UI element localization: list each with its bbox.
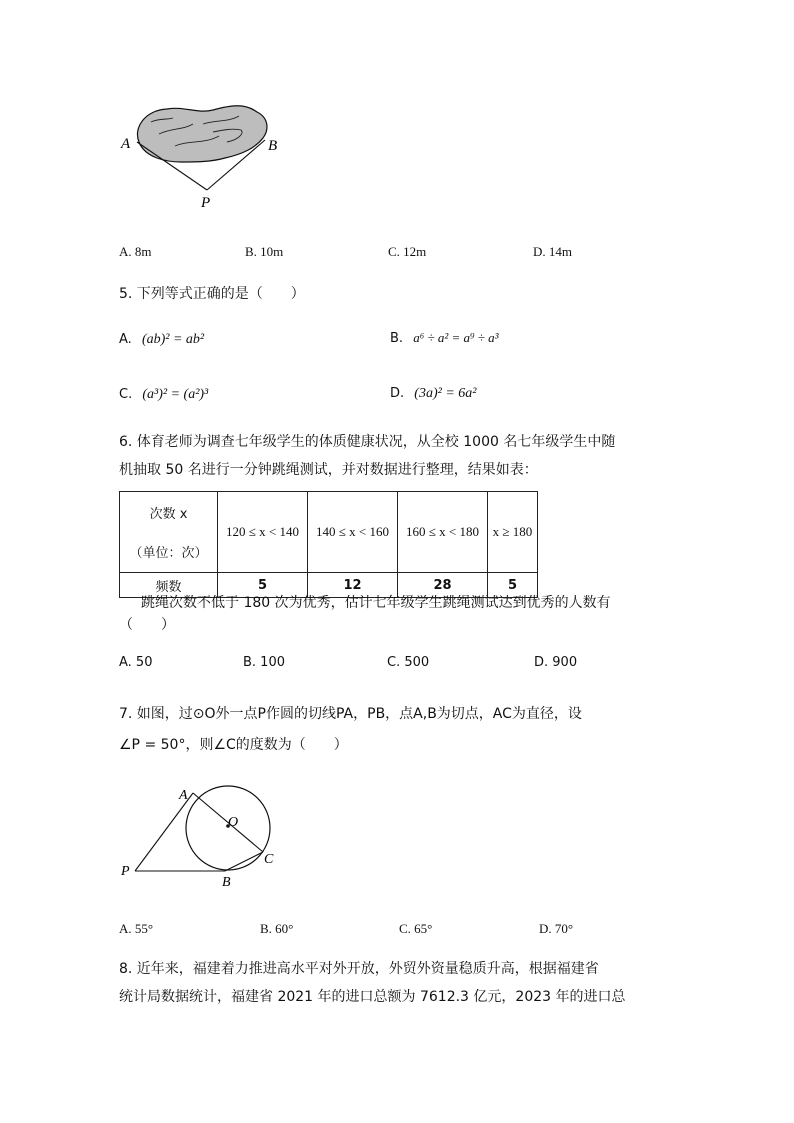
- q5-option-c[interactable]: [119, 387, 208, 403]
- option-expression: (ab)² = ab²: [141, 332, 205, 347]
- q8-line1: 8. 近年来，福建着力推进高水平对外开放，外贸外资量稳质升高，根据福建省: [119, 961, 599, 977]
- table-header-cell: [120, 492, 218, 573]
- row-label-cell: 频数: [120, 573, 218, 598]
- range-cell: 160 ≤ x < 180: [398, 492, 488, 573]
- frequency-table: [119, 491, 538, 598]
- option-expression: (3a)² = 6a²: [414, 386, 477, 401]
- option-label: B.: [390, 331, 404, 346]
- label-p: P: [201, 195, 211, 211]
- label-b: B: [268, 138, 278, 154]
- option-expression: a⁶ ÷ a² = a⁹ ÷ a³: [413, 330, 499, 345]
- table-row: [120, 492, 538, 573]
- q4-option-a[interactable]: A. 8m: [119, 244, 152, 259]
- header-label-2: （单位：次）: [129, 546, 208, 561]
- range-cell: 140 ≤ x < 160: [308, 492, 398, 573]
- lake-figure: [115, 100, 305, 215]
- q5-option-d[interactable]: [390, 386, 476, 402]
- q7-option-b[interactable]: B. 60°: [260, 921, 294, 936]
- q6-option-c[interactable]: C. 500: [387, 655, 430, 670]
- q7-stem-line2: ∠P = 50°，则∠C的度数为（ ）: [119, 737, 348, 753]
- q4-option-b[interactable]: B. 10m: [245, 244, 284, 259]
- q5-option-a[interactable]: [119, 332, 204, 348]
- option-label: D.: [390, 386, 405, 401]
- q7-stem-line1: 7. 如图，过⊙O外一点P作圆的切线PA，PB，点A,B为切点，AC为直径，设: [119, 706, 582, 722]
- label-o: O: [228, 815, 239, 830]
- header-label-1: 次数 x: [149, 507, 188, 522]
- q4-option-d[interactable]: D. 14m: [533, 244, 572, 259]
- q6-after-line2: （ ）: [119, 617, 175, 633]
- lake-shape: [137, 106, 266, 162]
- count-cell: 12: [308, 573, 398, 598]
- range-cell: 120 ≤ x < 140: [218, 492, 308, 573]
- q7-option-a[interactable]: A. 55°: [119, 921, 154, 936]
- label-a: A: [179, 788, 188, 803]
- circle-tangent-figure: [115, 780, 290, 890]
- label-b: B: [222, 875, 231, 890]
- q7-option-d[interactable]: D. 70°: [539, 921, 574, 936]
- option-label: C.: [119, 387, 133, 402]
- tangent-pa: [135, 793, 193, 871]
- q6-option-a[interactable]: A. 50: [119, 655, 153, 670]
- option-label: A.: [119, 332, 132, 347]
- q6-after-line1: 跳绳次数不低于 180 次为优秀，估计七年级学生跳绳测试达到优秀的人数有: [141, 595, 611, 611]
- q5-option-b[interactable]: [390, 330, 499, 346]
- range-cell: x ≥ 180: [488, 492, 538, 573]
- q6-option-d[interactable]: D. 900: [534, 655, 578, 670]
- q8-line2: 统计局数据统计，福建省 2021 年的进口总额为 7612.3 亿元，2023 年的进口总: [119, 989, 626, 1005]
- q6-stem-line2: 机抽取 50 名进行一分钟跳绳测试，并对数据进行整理，结果如表：: [119, 462, 538, 478]
- q6-option-b[interactable]: B. 100: [243, 655, 285, 670]
- q4-option-c[interactable]: C. 12m: [388, 244, 427, 259]
- label-p: P: [121, 864, 130, 879]
- count-cell: 28: [398, 573, 488, 598]
- chord-bc: [225, 852, 263, 871]
- q6-stem-line1: 6. 体育老师为调查七年级学生的体质健康状况，从全校 1000 名七年级学生中随: [119, 434, 616, 450]
- count-cell: 5: [488, 573, 538, 598]
- label-a: A: [121, 136, 131, 152]
- count-cell: 5: [218, 573, 308, 598]
- option-expression: (a³)² = (a²)³: [142, 387, 209, 402]
- q5-stem: 5. 下列等式正确的是（ ）: [119, 286, 305, 302]
- q7-option-c[interactable]: C. 65°: [399, 921, 433, 936]
- label-c: C: [264, 852, 274, 867]
